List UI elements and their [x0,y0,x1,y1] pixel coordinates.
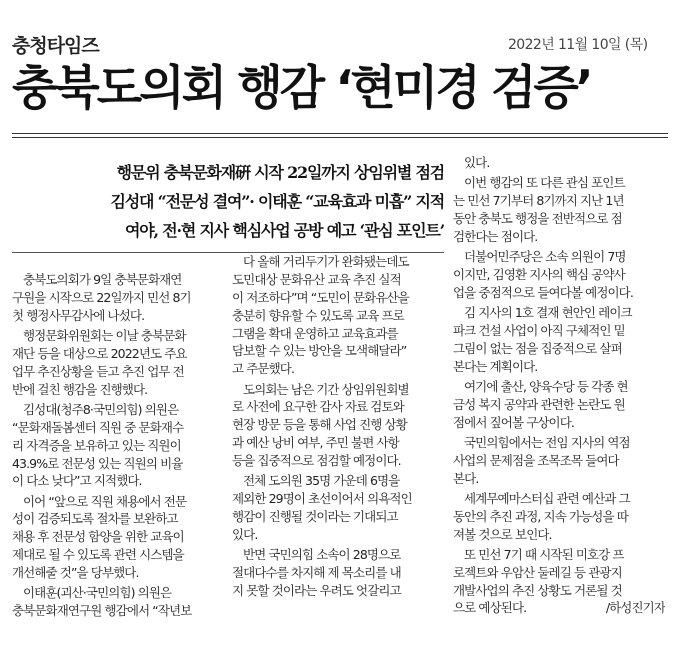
article-line: 이지만, 김영환 지사의 핵심 공약사 [453,266,625,282]
article-line: 첫 행정사무감사에 나섰다. [12,307,145,323]
article-line: 과 예산 낭비 여부, 주민 불편 사항 [232,435,399,451]
subheadline: 여야, 전·현 지사 핵심사업 공방 예고 ‘관심 포인트’ [125,220,444,240]
article-line: 재단 등을 대상으로 2022년도 주요 [12,345,187,361]
subheadline: 김성대 “전문성 결여”· 이태훈 “교육효과 미흡” 지적 [110,191,444,211]
article-line: 행감이 진행될 것이라는 기대되고 [232,509,398,525]
article-line: 도의회는 남은 기간 상임위원회별 [243,381,409,397]
article-line: 업무 추진상황을 듣고 추진 업무 전 [12,363,184,379]
article-line: 채용 후 전문성 함양을 위한 교육이 [12,529,184,545]
article-line: 반에 걸친 행감을 진행했다. [12,381,148,397]
headline-rule-bottom [12,137,668,138]
article-line: 동안 충북도 행정을 전반적으로 점 [453,210,622,226]
article-line: 그림이 없는 점을 집중적으로 살펴 [453,340,622,356]
article-line: 더불어민주당은 소속 의원이 7명 [464,249,626,265]
article-line: 충북도의회가 9일 충북문화재연 [23,272,182,287]
article-line: 담보할 수 있는 방안을 모색해달라” [232,343,407,359]
article-line: 로젝트와 우암산 둘레길 등 관광지 [453,564,622,580]
article-line: 개발사업의 추진 상황도 거론될 것 [453,582,622,598]
article-line: 금성 복지 공약과 관련한 논란도 원 [453,396,625,412]
article-line: 업을 중점적으로 들여다볼 예정이다. [453,284,633,300]
article-line: 이 저조하다”며 “도민이 문화유산을 [232,289,409,305]
article-line: 제대로 될 수 있도록 관련 시스템을 [12,547,184,563]
article-line: 등을 집중적으로 점검할 예정이다. [232,453,401,469]
article-line: 김성대(청주8·국민의힘) 의원은 [23,401,179,417]
article-line: 있다. [464,155,490,170]
article-line: 충분히 향유할 수 있도록 교육 프로 [232,307,404,323]
article-line: 이어 “앞으로 직원 채용에서 전문 [23,493,187,509]
article-line: 고 주문했다. [232,361,295,377]
article-line: 리 자격증을 보유하고 있는 직원이 [12,437,181,453]
article-line: 있다. [232,526,258,542]
article-line: 개선해줄 것”을 당부했다. [12,565,139,581]
article-line: 또 민선 7기 때 시작된 미호강 프 [464,546,624,562]
article-line: 전체 도의원 35명 가운데 6명을 [243,473,400,489]
publication-name: 충청타임즈 [12,35,99,57]
article-line: 점에서 짚어볼 구상이다. [453,414,574,430]
article-line: 이 다소 낮다”고 지적했다. [12,473,142,489]
article-line: 다 올해 거리두기가 완화됐는데도 [243,254,409,269]
subheadlines [10,159,444,245]
article-line: 김 지사의 1호 결재 현안인 레이크 [464,305,632,321]
article-line: 파크 건설 사업이 아직 구체적인 밑 [453,322,625,338]
article-line: 이태훈(괴산·국민의힘) 의원은 [23,585,172,601]
article-line: 충북문화재연구원 행감에서 “작년보 [12,603,192,619]
article-line: 지 못할 것이라는 우려도 엇갈리고 [232,582,401,598]
article-line: 검한다는 점이다. [453,228,538,244]
article-line: 그램을 확대 운영하고 교육효과를 [232,325,398,341]
publication-date: 2022년 11월 10일 (목) [508,37,648,53]
article-line: 는 민선 7기부터 8기까지 지난 1년 [453,193,624,209]
reporter-byline: /하성진기자 [605,600,665,616]
article-line: 절대다수를 차지해 제 목소리를 내 [232,565,401,581]
article-line: 구원을 시작으로 22일까지 민선 8기 [12,289,191,305]
article-line: 으로 예상된다. [453,600,527,616]
article-line: 국민의힘에서는 전임 지사의 역점 [464,434,630,450]
headline-rule-top [12,133,668,134]
article-line: 져볼 것으로 보인다. [453,526,552,542]
article-line: 사업의 문제점을 조목조목 들여다 [453,452,619,468]
article-line: 본다는 계획이다. [453,358,538,374]
article-line: 43.9%로 전문성 있는 직원의 비율 [12,455,183,471]
article-line: 도민대상 문화유산 교육 추진 실적 [232,271,401,287]
article-column-3 [453,154,665,617]
article-line: 본다. [453,470,479,486]
article-line: 반면 국민의힘 소속이 28명으로 [243,547,401,563]
article-line: 여기에 출산, 양육수당 등 각종 현 [464,378,628,394]
subheadline: 행문위 충북문화재硏 시작 22일까지 상임위별 점검 [116,163,444,182]
headline: 충북도의회 행감 ‘현미경 검증’ [12,61,591,116]
article-column-2 [232,253,436,600]
article-line: 세계무예마스터십 관련 예산과 그 [464,490,630,506]
article-column-1 [12,271,212,620]
article-line: 현장 방문 등을 통해 사업 진행 상황 [232,417,407,433]
article-line: “문화재돌봄센터 직원 중 문화재수 [12,419,184,435]
article-line: 성이 검증되도록 절차를 보완하고 [12,511,178,527]
article-line: 동안의 추진 과정, 지속 가능성을 따 [453,508,628,524]
article-line: 행정문화위원회는 이날 충북문화 [23,327,186,343]
article-line: 로 사전에 요구한 감사 자료 검토와 [232,399,404,415]
article-line: 제외한 29명이 초선이어서 의욕적인 [232,491,412,507]
article-line: 이번 행감의 또 다른 관심 포인트 [464,175,625,191]
